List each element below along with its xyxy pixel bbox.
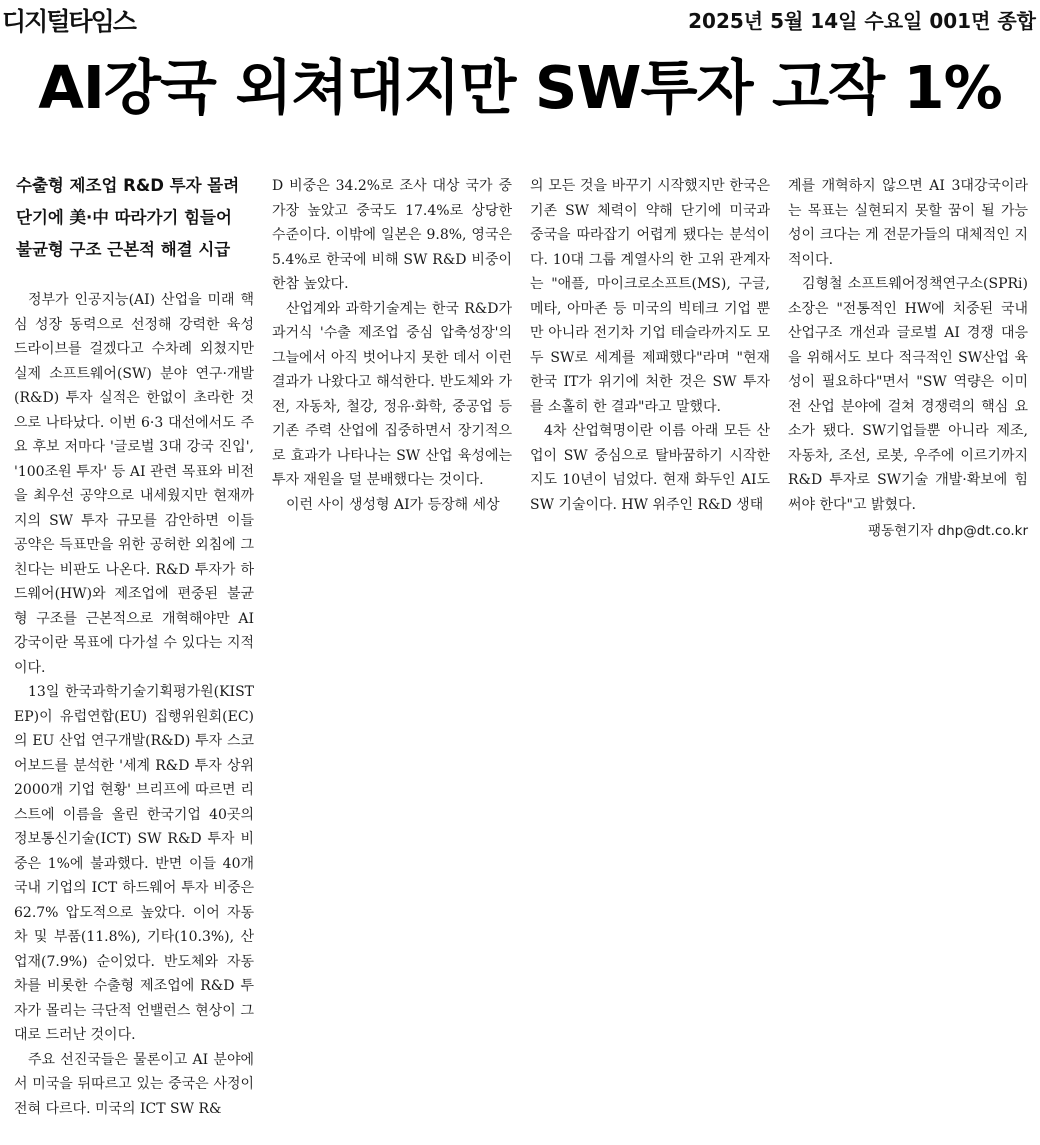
- article-column-4: [788, 174, 1028, 544]
- article-column-2: [272, 174, 512, 517]
- article-column-3: [530, 174, 770, 517]
- article-headline: AI강국 외쳐대지만 SW투자 고작 1%: [38, 53, 1002, 122]
- article-column-1: [14, 170, 254, 1121]
- article-paragraph: 정부가 인공지능(AI) 산업을 미래 핵심 성장 동력으로 선정해 강력한 육성 드라이브를 걸겠다고 수차례 외쳤지만 실제 소프트웨어(SW) 분야 연구·개발(R&D) 투자 실적은 한없이 초라한 것으로 나타났다. 이번 6·3 대선에서도 주요 후보 저마다 '글로벌 3대 강국 진입', '100조원 투자' 등 AI 관련 목표와 비전을 최우선 공약으로 내세웠지만 현재까지의 SW 투자 규모를 감안하면 이들 공약은 득표만을 위한 공허한 외침에 그친다는 비판도 나온다. R&D 투자가 하드웨어(HW)와 제조업에 편중된 불균형 구조를 근본적으로 개혁해야만 AI 강국이란 목표에 다가설 수 있다는 지적이다.: [14, 292, 254, 676]
- article-paragraph: D 비중은 34.2%로 조사 대상 국가 중 가장 높았고 중국도 17.4%로 상당한 수준이다. 이밖에 일본은 9.8%, 영국은 5.4%로 한국에 비해 SW R&D 비중이 한참 높았다.: [272, 178, 512, 292]
- article-paragraph: 산업계와 과학기술계는 한국 R&D가 과거식 '수출 제조업 중심 압축성장'의 그늘에서 아직 벗어나지 못한 데서 이런 결과가 나왔다고 해석한다. 반도체와 가전, 자동차, 철강, 정유·화학, 중공업 등 기존 주력 산업에 집중하면서 장기적으로 효과가 나타나는 SW 산업 육성에는 투자 재원을 덜 분배했다는 것이다.: [272, 300, 512, 488]
- masthead: [0, 0, 1040, 44]
- article-paragraph: 김형철 소프트웨어정책연구소(SPRi) 소장은 "전통적인 HW에 치중된 국내 산업구조 개선과 글로벌 AI 경쟁 대응을 위해서도 보다 적극적인 SW산업 육성이 필요하다"면서 "SW 역량은 이미 전 산업 분야에 걸쳐 경쟁력의 핵심 요소가 됐다. SW기업들뿐 아니라 제조, 자동차, 조선, 로봇, 우주에 이르기까지 R&D 투자로 SW기술 개발·확보에 힘써야 한다"고 밝혔다.: [788, 276, 1028, 513]
- article-paragraph: 주요 선진국들은 물론이고 AI 분야에서 미국을 뒤따르고 있는 중국은 사정이 전혀 다르다. 미국의 ICT SW R&: [14, 1051, 254, 1117]
- newspaper-logo: 디지털타임스: [2, 7, 135, 36]
- article-paragraph: 4차 산업혁명이란 이름 아래 모든 산업이 SW 중심으로 탈바꿈하기 시작한지도 10년이 넘었다. 현재 화두인 AI도 SW 기술이다. HW 위주인 R&D 생태: [530, 423, 770, 513]
- article-subheadline: [16, 170, 254, 266]
- issue-info: 2025년 5월 14일 수요일 001면 종합: [688, 9, 1036, 33]
- article-paragraph: 이런 사이 생성형 AI가 등장해 세상: [286, 496, 500, 513]
- subheadline-line: 수출형 제조업 R&D 투자 몰려: [16, 176, 240, 195]
- reporter-byline: 팽동현기자 dhp@dt.co.kr: [868, 523, 1028, 539]
- subheadline-line: 단기에 美·中 따라가기 힘들어: [16, 208, 232, 227]
- article-paragraph: 의 모든 것을 바꾸기 시작했지만 한국은 기존 SW 체력이 약해 단기에 미국과 중국을 따라잡기 어렵게 됐다는 분석이다. 10대 그룹 계열사의 한 고위 관계자는 "애플, 마이크로소프트(MS), 구글, 메타, 아마존 등 미국의 빅테크 기업 뿐만 아니라 전기차 기업 테슬라까지도 모두 SW로 세계를 제패했다"라며 "현재 한국 IT가 위기에 처한 것은 SW 투자를 소홀히 한 결과"라고 말했다.: [530, 178, 770, 415]
- article-paragraph: 13일 한국과학기술기획평가원(KISTEP)이 유럽연합(EU) 집행위원회(EC)의 EU 산업 연구개발(R&D) 투자 스코어보드를 분석한 '세계 R&D 투자 상위 2000개 기업 현황' 브리프에 따르면 리스트에 이름을 올린 한국기업 40곳의 정보통신기술(ICT) SW R&D 투자 비중은 1%에 불과했다. 반면 이들 40개 국내 기업의 ICT 하드웨어 투자 비중은 62.7% 압도적으로 높았다. 이어 자동차 및 부품(11.8%), 기타(10.3%), 산업재(7.9%) 순이었다. 반도체와 자동차를 비롯한 수출형 제조업에 R&D 투자가 몰리는 극단적 언밸런스 현상이 그대로 드러난 것이다.: [14, 684, 254, 1043]
- article-paragraph: 계를 개혁하지 않으면 AI 3대강국이라는 목표는 실현되지 못할 꿈이 될 가능성이 크다는 게 전문가들의 대체적인 지적이다.: [788, 178, 1028, 268]
- subheadline-line: 불균형 구조 근본적 해결 시급: [16, 240, 231, 259]
